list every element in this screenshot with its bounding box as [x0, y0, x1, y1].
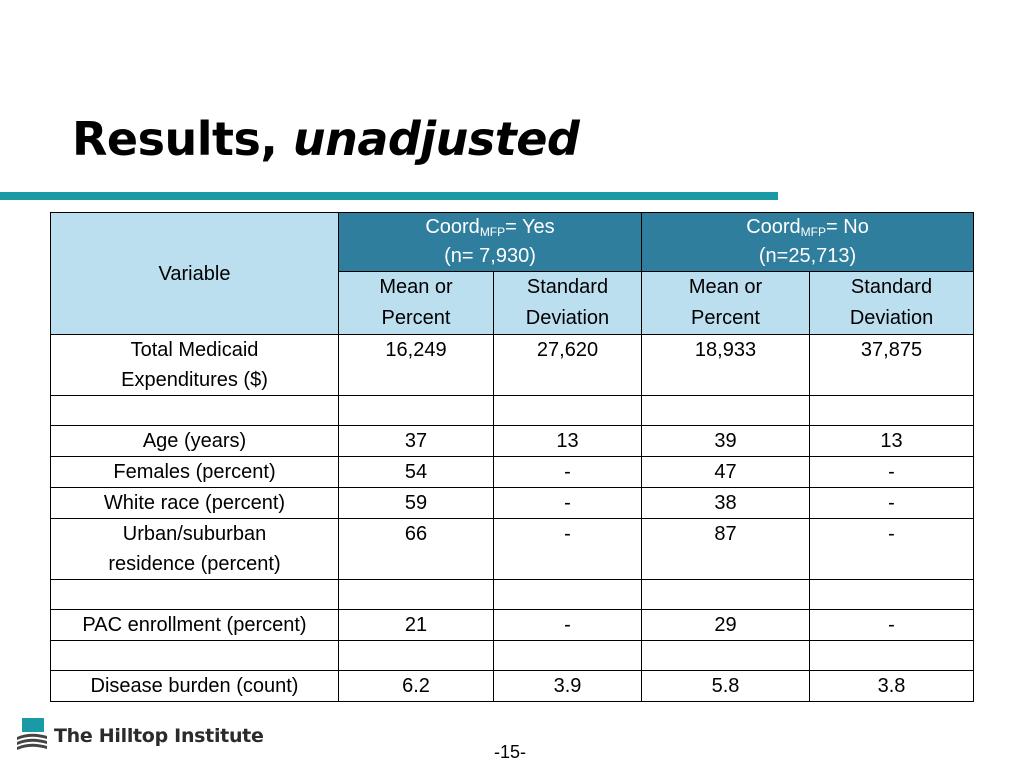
- table-row: [51, 519, 974, 580]
- page-number: -15-: [493, 742, 526, 762]
- results-table: [50, 212, 974, 702]
- subheader-line: Mean or: [379, 276, 453, 298]
- slide-title: [72, 112, 580, 166]
- row-label: PAC enrollment (percent): [51, 610, 339, 641]
- subheader-sd-yes: [494, 272, 642, 335]
- table-cell: 13: [810, 426, 974, 457]
- group-suffix: = No: [826, 216, 869, 238]
- variable-header: Variable: [51, 213, 339, 335]
- table-cell: 13: [494, 426, 642, 457]
- empty-cell: [810, 396, 974, 426]
- table-cell: -: [810, 457, 974, 488]
- row-label-line: Expenditures ($): [121, 369, 268, 391]
- hilltop-logo-icon: [16, 718, 48, 754]
- table-cell: 29: [642, 610, 810, 641]
- empty-cell: [494, 396, 642, 426]
- table-cell: 37,875: [810, 335, 974, 396]
- group-header-yes: [339, 213, 642, 272]
- spacer-row: [51, 396, 974, 426]
- title-italic: unadjusted: [292, 112, 580, 166]
- table-row: [51, 426, 974, 457]
- title-main: Results,: [72, 112, 278, 166]
- subheader-line: Standard: [526, 276, 609, 298]
- table-cell: 21: [339, 610, 494, 641]
- empty-cell: [339, 580, 494, 610]
- spacer-row: [51, 580, 974, 610]
- subheader-mean-no: [642, 272, 810, 335]
- table-cell: -: [810, 488, 974, 519]
- table-row: [51, 335, 974, 396]
- group-prefix: Coord: [746, 216, 801, 238]
- subheader-line: Deviation: [849, 307, 934, 329]
- table-cell: -: [494, 457, 642, 488]
- row-label: [51, 519, 339, 580]
- title-divider: [0, 192, 778, 200]
- group-suffix: = Yes: [505, 216, 555, 238]
- subheader-line: Mean or: [688, 276, 763, 298]
- table-cell: 18,933: [642, 335, 810, 396]
- subheader-line: Percent: [691, 307, 760, 329]
- table-row: [51, 610, 974, 641]
- empty-cell: [339, 641, 494, 671]
- table-cell: 5.8: [642, 671, 810, 702]
- table-cell: 6.2: [339, 671, 494, 702]
- table-cell: 3.9: [494, 671, 642, 702]
- empty-cell: [51, 580, 339, 610]
- empty-cell: [494, 641, 642, 671]
- empty-cell: [810, 641, 974, 671]
- group-subscript: MFP: [479, 225, 506, 239]
- group-n: (n=25,713): [758, 245, 857, 267]
- table-cell: -: [494, 519, 642, 580]
- table-cell: -: [494, 610, 642, 641]
- table-cell: 87: [642, 519, 810, 580]
- group-n: (n= 7,930): [444, 245, 536, 267]
- empty-cell: [642, 580, 810, 610]
- subheader-sd-no: [810, 272, 974, 335]
- table-cell: 37: [339, 426, 494, 457]
- empty-cell: [810, 580, 974, 610]
- row-label: [51, 335, 339, 396]
- table-row: [51, 671, 974, 702]
- table-row: [51, 457, 974, 488]
- empty-cell: [642, 641, 810, 671]
- table-cell: 66: [339, 519, 494, 580]
- empty-cell: [51, 396, 339, 426]
- group-subscript: MFP: [800, 225, 827, 239]
- subheader-mean-yes: [339, 272, 494, 335]
- group-header-no: [642, 213, 974, 272]
- row-label: Females (percent): [51, 457, 339, 488]
- spacer-row: [51, 641, 974, 671]
- empty-cell: [494, 580, 642, 610]
- table-cell: 47: [642, 457, 810, 488]
- row-label-line: Total Medicaid: [130, 339, 259, 361]
- subheader-line: Standard: [850, 276, 933, 298]
- empty-cell: [642, 396, 810, 426]
- table-cell: -: [810, 610, 974, 641]
- table-cell: 27,620: [494, 335, 642, 396]
- table-cell: 38: [642, 488, 810, 519]
- row-label: White race (percent): [51, 488, 339, 519]
- hilltop-logo: [16, 716, 264, 756]
- table-cell: 59: [339, 488, 494, 519]
- table-cell: -: [494, 488, 642, 519]
- table-cell: 16,249: [339, 335, 494, 396]
- group-prefix: Coord: [425, 216, 480, 238]
- row-label-line: residence (percent): [108, 553, 281, 575]
- logo-text: The Hilltop Institute: [54, 725, 264, 747]
- empty-cell: [51, 641, 339, 671]
- table-cell: 3.8: [810, 671, 974, 702]
- subheader-line: Percent: [381, 307, 451, 329]
- empty-cell: [339, 396, 494, 426]
- row-label: Age (years): [51, 426, 339, 457]
- row-label: Disease burden (count): [51, 671, 339, 702]
- table-row: [51, 488, 974, 519]
- table-cell: -: [810, 519, 974, 580]
- subheader-line: Deviation: [525, 307, 610, 329]
- row-label-line: Urban/suburban: [122, 523, 267, 545]
- table-cell: 54: [339, 457, 494, 488]
- table-cell: 39: [642, 426, 810, 457]
- group-header-row: [51, 213, 974, 272]
